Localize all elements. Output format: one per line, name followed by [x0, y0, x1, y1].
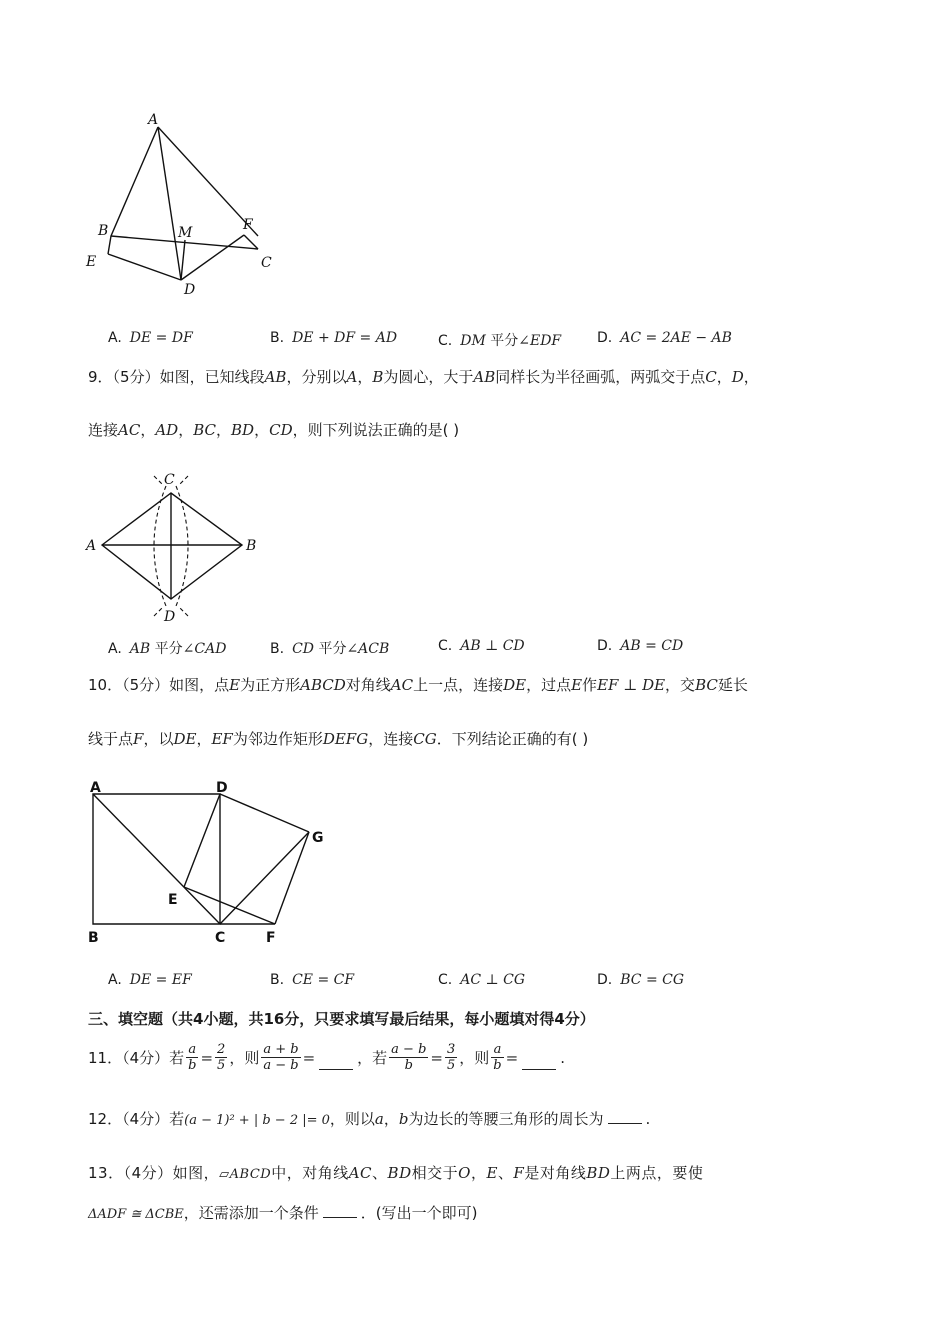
label-D: D	[184, 282, 196, 298]
label-F: F	[266, 930, 276, 946]
fraction-sum-over-diff: $\frac{a + b}{a - b}$	[263, 1042, 299, 1073]
label-D: D	[164, 609, 176, 625]
q10-line-2: 线于点F，以DE，EF为邻边作矩形DEFG，连接CG．下列结论正确的有( )	[88, 730, 589, 748]
q9-line-1: 9．（5分）如图，已知线段AB，分别以A，B为圆心，大于AB同样长为半径画弧，两弧交于点C，D，	[88, 368, 759, 386]
q9-option-c[interactable]: C. AB ⊥ CD	[438, 638, 525, 654]
label-A: A	[86, 538, 97, 554]
q9-line-2: 连接AC，AD，BC，BD，CD，则下列说法正确的是( )	[88, 421, 460, 439]
q13-line-1: 13．（4分）如图，▱ABCD中，对角线AC、BD相交于O，E、F是对角线BD上两点，要使	[88, 1164, 704, 1182]
section-heading: 三、填空题（共4小题，共16分，只要求填写最后结果，每小题填对得4分）	[88, 1010, 595, 1028]
q10-option-b[interactable]: B. CE = CF	[270, 972, 355, 988]
q8-option-c[interactable]: C. DM 平分∠EDF	[438, 333, 562, 349]
answer-blank-2[interactable]	[522, 1068, 556, 1070]
q11-line: 11．（4分）若 $\frac{a}{b}$ = $\frac{2}{5}$ ，则 $\frac{a + b}{a - b}$ = ，若 $\frac{a - b}{b}$ = $\frac{3}{5}$ ，则 $\frac{a}{b}$ = .	[88, 1042, 565, 1073]
q10-option-d[interactable]: D. BC = CG	[597, 972, 685, 988]
q9-option-b[interactable]: B. CD 平分∠ACB	[270, 641, 390, 657]
label-B: B	[88, 930, 99, 946]
q13-line-2: ΔADF ≅ ΔCBE，还需添加一个条件 ．(写出一个即可)	[88, 1204, 478, 1222]
label-C: C	[164, 472, 175, 488]
label-A: A	[90, 780, 101, 796]
label-C: C	[215, 930, 226, 946]
figure-q10	[80, 778, 340, 950]
label-A: A	[148, 112, 159, 128]
label-C: C	[261, 255, 272, 271]
label-G: G	[312, 830, 324, 846]
label-E: E	[168, 892, 178, 908]
q10-option-a[interactable]: A. DE = EF	[108, 972, 192, 988]
fraction-3-over-5: $\frac{3}{5}$	[446, 1042, 456, 1073]
q9-option-a[interactable]: A. AB 平分∠CAD	[108, 641, 227, 657]
label-D: D	[216, 780, 228, 796]
q12-line: 12．（4分）若(a − 1)² + | b − 2 |= 0，则以a，b为边长的等腰三角形的周长为 .	[88, 1110, 651, 1128]
answer-blank-3[interactable]	[608, 1122, 642, 1124]
figure-q9	[80, 468, 270, 628]
figure-q8	[78, 105, 298, 305]
label-E: E	[86, 254, 97, 270]
fraction-a-over-b: $\frac{a}{b}$	[188, 1042, 197, 1073]
fraction-a-over-b-2: $\frac{a}{b}$	[493, 1042, 502, 1073]
label-B: B	[98, 223, 109, 239]
answer-blank-1[interactable]	[319, 1068, 353, 1070]
answer-blank-4[interactable]	[323, 1216, 357, 1218]
fraction-2-over-5: $\frac{2}{5}$	[217, 1042, 226, 1073]
q10-line-1: 10．（5分）如图，点E为正方形ABCD对角线AC上一点，连接DE，过点E作EF ⊥ DE，交BC延长	[88, 676, 748, 694]
q10-option-c[interactable]: C. AC ⊥ CG	[438, 972, 526, 988]
fraction-diff-over-b: $\frac{a - b}{b}$	[391, 1042, 427, 1073]
label-B: B	[246, 538, 257, 554]
q9-option-d[interactable]: D. AB = CD	[597, 638, 684, 654]
label-M: M	[178, 225, 193, 241]
label-F: F	[243, 217, 253, 233]
q8-option-b[interactable]: B. DE + DF = AD	[270, 330, 398, 346]
q8-option-d[interactable]: D. AC = 2AE − AB	[597, 330, 732, 346]
q8-option-a[interactable]: A. DE = DF	[108, 330, 193, 346]
